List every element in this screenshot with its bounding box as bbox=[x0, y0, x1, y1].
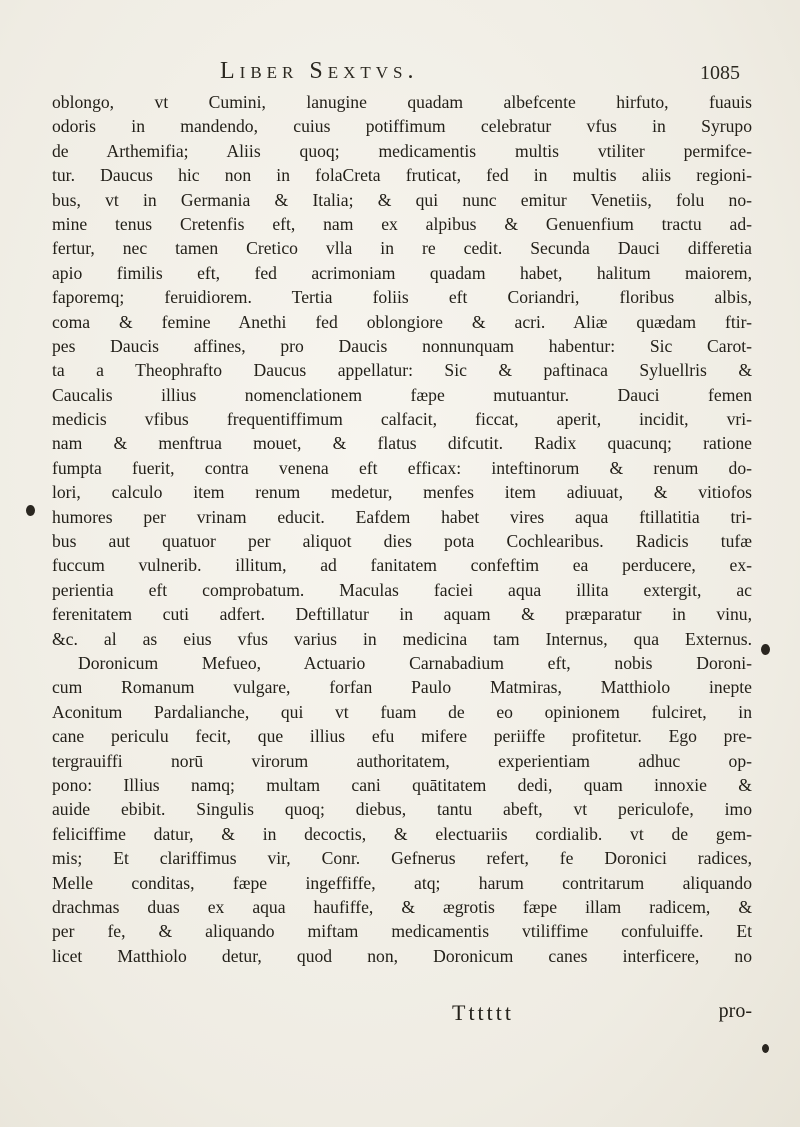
text-line: Doronicum Mefueo, Actuario Carnabadium eft, nobis Doroni- bbox=[78, 652, 752, 673]
text-line: medicis vfibus frequentiffimum calfacit, ficcat, aperit, incidit, vri- bbox=[52, 409, 752, 430]
text-line: licet Matthiolo detur, quod non, Doronicum canes interficere, no bbox=[52, 945, 752, 966]
text-line: tur. Daucus hic non in folaCreta fruticat, fed in multis aliis regioni- bbox=[52, 165, 752, 186]
text-line: nam & menftrua mouet, & flatus difcutit. Radix quacunq; ratione bbox=[52, 433, 752, 454]
text-line: faporemq; feruidiorem. Tertia foliis eft Coriandri, floribus albis, bbox=[52, 287, 752, 308]
text-line: drachmas duas ex aqua haufiffe, & ægrotis fæpe illam radicem, & bbox=[52, 896, 752, 917]
text-line: pes Daucis affines, pro Daucis nonnunquam habentur: Sic Carot- bbox=[52, 335, 752, 356]
text-line: apio fimilis eft, fed acrimoniam quadam habet, halitum maiorem, bbox=[52, 262, 752, 283]
text-line: Melle conditas, fæpe ingeffiffe, atq; harum contritarum aliquando bbox=[52, 872, 752, 893]
text-line: ta a Theophrafto Daucus appellatur: Sic & paftinaca Syluellris & bbox=[52, 360, 752, 381]
ink-spot bbox=[761, 644, 770, 655]
text-line: bus, vt in Germania & Italia; & qui nunc emitur Venetiis, folu no- bbox=[52, 189, 752, 210]
text-line: cane periculu fecit, que illius efu mifere periiffe profitetur. Ego pre- bbox=[52, 726, 752, 747]
text-line: per fe, & aliquando miftam medicamentis vtiliffime confuluiffe. Et bbox=[52, 921, 752, 942]
text-line: mine tenus Cretenfis eft, nam ex alpibus & Genuenfium tractu ad- bbox=[52, 213, 752, 234]
text-line: lori, calculo item renum medetur, menfes item adiuuat, & vitiofos bbox=[52, 482, 752, 503]
ink-spot bbox=[26, 505, 35, 516]
running-title: Liber Sextvs. bbox=[220, 58, 419, 84]
text-line: Aconitum Pardalianche, qui vt fuam de eo opinionem fulciret, in bbox=[52, 701, 752, 722]
signature-mark: Tttttt bbox=[452, 1000, 514, 1025]
text-line: cum Romanum vulgare, forfan Paulo Matmiras, Matthiolo inepte bbox=[52, 677, 752, 698]
text-line: &c. al as eius vfus varius in medicina tam Internus, qua Externus. bbox=[52, 628, 752, 649]
footer-line bbox=[52, 1000, 752, 1028]
body-text bbox=[52, 90, 752, 968]
text-line: fertur, nec tamen Cretico vlla in re cedit. Secunda Dauci differetia bbox=[52, 238, 752, 259]
text-line: de Arthemifia; Aliis quoq; medicamentis multis vtiliter permifce- bbox=[52, 140, 752, 161]
text-line: pono: Illius namq; multam cani quātitatem dedi, quam innoxie & bbox=[52, 774, 752, 795]
text-line: odoris in mandendo, cuius potiffimum celebratur vfus in Syrupo bbox=[52, 116, 752, 137]
page-number: 1085 bbox=[700, 62, 740, 84]
catchword: pro- bbox=[718, 1000, 752, 1022]
ink-spot bbox=[762, 1044, 769, 1053]
text-line: feliciffime datur, & in decoctis, & electuariis cordialib. vt de gem- bbox=[52, 823, 752, 844]
page-header bbox=[220, 58, 740, 88]
text-line: auide ebibit. Singulis quoq; diebus, tantu abeft, vt periculofe, imo bbox=[52, 799, 752, 820]
text-line: perientia eft comprobatum. Maculas faciei aqua illita extergit, ac bbox=[52, 579, 752, 600]
text-line: Caucalis illius nomenclationem fæpe mutuantur. Dauci femen bbox=[52, 384, 752, 405]
text-line: coma & femine Anethi fed oblongiore & acri. Aliæ quædam ftir- bbox=[52, 311, 752, 332]
text-line: ferenitatem cuti adfert. Deftillatur in aquam & præparatur in vinu, bbox=[52, 604, 752, 625]
text-line: mis; Et clariffimus vir, Conr. Gefnerus refert, fe Doronici radices, bbox=[52, 848, 752, 869]
text-line: humores per vrinam educit. Eafdem habet vires aqua ftillatitia tri- bbox=[52, 506, 752, 527]
text-line: bus aut quatuor per aliquot dies pota Cochlearibus. Radicis tufæ bbox=[52, 531, 752, 552]
text-line: tergrauiffi norū virorum authoritatem, experientiam adhuc op- bbox=[52, 750, 752, 771]
text-line: fumpta fuerit, contra venena eft efficax: inteftinorum & renum do- bbox=[52, 457, 752, 478]
text-line: oblongo, vt Cumini, lanugine quadam albefcente hirfuto, fuauis bbox=[52, 92, 752, 112]
text-line: fuccum vulnerib. illitum, ad fanitatem confeftim ea perducere, ex- bbox=[52, 555, 752, 576]
